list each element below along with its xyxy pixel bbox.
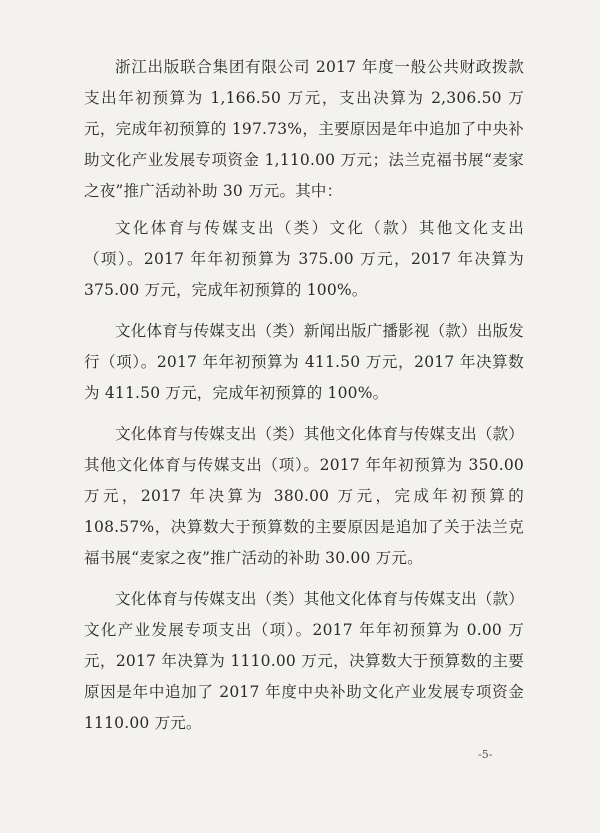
page-number: -5-	[478, 748, 493, 761]
paragraph-other-culture-expenditure: 文化体育与传媒支出（类）文化（款）其他文化支出（项）。2017 年年初预算为 375.00 万元，2017 年决算为 375.00 万元，完成年初预算的 100%。	[84, 219, 524, 299]
paragraph-publishing-distribution: 文化体育与传媒支出（类）新闻出版广播影视（款）出版发行（项）。2017 年年初预算为 411.50 万元，2017 年决算数为 411.50 万元，完成年初预算的 100%。	[84, 322, 524, 402]
document-body	[84, 52, 524, 749]
paragraph-budget-summary: 浙江出版联合集团有限公司 2017 年度一般公共财政拨款支出年初预算为 1,166.50 万元，支出决算为 2,306.50 万元，完成年初预算的 197.73%，主要原因是年中追加了中央补助文化产业发展专项资金 1,110.00 万元；法兰克福书展“麦家之夜”推广活动补助 30 万元。其中：	[84, 58, 524, 200]
paragraph-other-sports-media-expenditure: 文化体育与传媒支出（类）其他文化体育与传媒支出（款）其他文化体育与传媒支出（项）。2017 年年初预算为 350.00 万元，2017 年决算为 380.00 万元，完成年初预算的 108.57%，决算数大于预算数的主要原因是追加了关于法兰克福书展“麦家之夜”推广活动的补助 30.00 万元。	[84, 425, 524, 567]
paragraph-cultural-industry-fund: 文化体育与传媒支出（类）其他文化体育与传媒支出（款）文化产业发展专项支出（项）。2017 年年初预算为 0.00 万元，2017 年决算为 1110.00 万元，决算数大于预算数的主要原因是年中追加了 2017 年度中央补助文化产业发展专项资金 1110.00 万元。	[84, 590, 524, 732]
